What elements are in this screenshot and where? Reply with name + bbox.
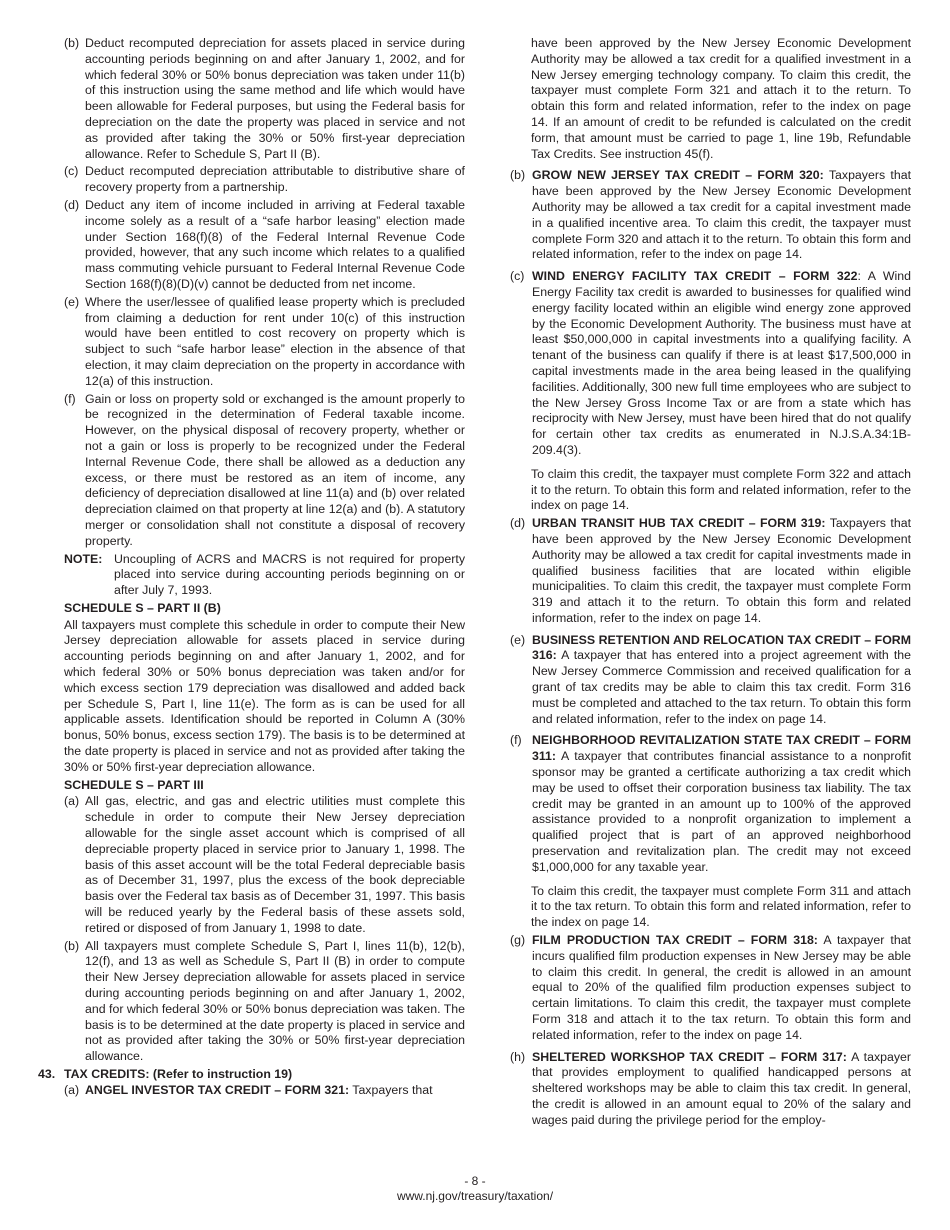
item-heading: SHELTERED WORKSHOP TAX CREDIT – FORM 317: [532,1049,847,1064]
item-text: A taxpayer that has entered into a project agreement with the New Jersey Commerce Commission and received qualification for a grant of tax credits may be able to claim this tax credit. Form 316 must be completed and attached to the tax return. To obtain this form and related information, refer to the index on page 14. [532,648,911,726]
continued-text: have been approved by the New Jersey Economic Development Authority may be allowed a tax credit for a qualified investment in a New Jersey emerging technology company. To claim this credit, the taxpayer must complete Form 321 and attach it to the return. To obtain this form and related information, refer to the index on page 14. If an amount of credit to be refunded is calculated on the credit form, that amount must be carried to page 1, line 19b, Refundable Tax Credits. See instruction 45(f). [531,36,911,161]
item-text: Gain or loss on property sold or exchanged is the amount properly to be recognized in the determination of Federal taxable income. However, on the physical disposal of recovery property, whether or not a gain or loss is properly to be recognized under the Federal Internal Revenue Code, there shall be allowed as a deduction any excess, or there must be restored as an item of income, any deficiency of depreciation disallowed at line 11(a) and (b) over related depreciation claimed on that property at line 12(a) and (b). A statutory merger or consolidation shall not constitute a disposal of recovery property. [85,391,465,548]
item-label: (d) [510,516,526,531]
item-label: (e) [510,632,526,647]
item-label: (b) [64,36,80,50]
item-label: (f) [510,733,522,748]
item-label: (h) [510,1049,526,1064]
item-heading: ANGEL INVESTOR TAX CREDIT – FORM 321: [85,1082,350,1097]
item-body [532,516,911,627]
item-label: (b) [64,938,80,953]
right-column [510,36,911,1135]
item-body [532,168,911,263]
section-title: TAX CREDITS: (Refer to instruction 19) [64,1067,293,1081]
note [64,552,465,599]
item-heading: URBAN TRANSIT HUB TAX CREDIT – FORM 319: [532,516,826,531]
list-item [64,794,465,936]
item-text: All gas, electric, and gas and electric utilities must complete this schedule in order to compute their New Jersey depreciation allowable for the single asset account which is comprised of all depreciable property placed in service prior to January 1, 1998. The basis of this asset account will be the total Federal depreciable basis as of December 31, 1997, plus the excess of the book depreciable basis over the Federal tax basis as of December 31, 1997. This basis will be reduced yearly by the Federal basis of these assets sold, retired or disposed of from January 1, 1998 to date. [85,794,465,935]
list-item [510,1050,911,1129]
item-label: (g) [510,933,526,948]
item-text: A taxpayer that incurs qualified film production expenses in New Jersey may be able to claim this credit. In general, the credit is allowed in an amount equal to 20% of the qualified film production expenses subject to certain limitations. To claim this credit, the taxpayer must complete Form 318 and attach it to the tax return. To obtain this form and related information, refer to the index on page 14. [532,933,911,1042]
item-label: (a) [64,1082,80,1097]
list-item [64,36,465,162]
item-body [532,633,911,728]
tax-credit-items [510,168,911,1128]
item-body [532,733,911,875]
item-label: (c) [510,269,525,284]
item-text: Deduct recomputed depreciation attributable to distributive share of recovery property from a partnership. [85,164,465,195]
note-label: NOTE: [64,551,103,566]
item-body [532,933,911,1044]
item-text: : A Wind Energy Facility tax credit is awarded to businesses for qualified wind energy facility located within an eligible wind energy zone approved by the Economic Development Authority. The business must have at least $50,000,000 in capital investments into a qualifying facility. A tenant of the business can qualify if there is at least $17,500,000 in capital investments made in the area being leased in the qualifying facilities. Additionally, 300 new full time employees who are subject to the New Jersey Gross Income Tax or are from a state which has reciprocity with New Jersey, must have been hired that do not qualify for certain other tax credits as enumerated in N.J.S.A.34:1B-209.4(3). [532,269,911,457]
item-heading: WIND ENERGY FACILITY TAX CREDIT – FORM 322 [532,269,858,284]
depreciation-items [38,36,465,550]
left-column [38,36,465,1101]
item-text: Where the user/lessee of qualified lease property which is precluded from claiming a deduction for rent under 10(c) of this instruction would have been entitled to cost recovery on property which is subject to such “safe harbor lease” election in the absence of that election, it may claim depreciation on the property in accordance with 12(a) of this instruction. [85,294,465,388]
item-text: A taxpayer that contributes financial assistance to a nonprofit sponsor may be granted a certificate authorizing a tax credit which may be used to offset their corporation business tax liability. The tax credit may be granted in an amount up to 100% of the approved assistance provided to a nonprofit organization to implement a qualified project that is part of an approved neighborhood preservation and revitalization plan. The credit may not exceed $1,000,000 for any taxable year. [532,749,911,874]
list-item [510,516,911,627]
item-text: Taxpayers that [349,1082,433,1097]
item-text: Taxpayers that have been approved by the New Jersey Economic Development Authority may be allowed a tax credit for a capital investment made in a qualified incentive area. To claim this credit, the taxpayer must complete Form 320 and attach it to the return. To obtain this form and related information, refer to the index on page 14. [532,168,912,262]
footer-url: www.nj.gov/treasury/taxation/ [396,1189,554,1203]
item-followup-text: To claim this credit, the taxpayer must complete Form 322 and attach it to the return. To obtain this form and related information, refer to the index on page 14. [531,466,911,513]
list-item [510,633,911,728]
item-text: Deduct recomputed depreciation for assets placed in service during accounting periods beginning on and after January 1, 2002, and for which federal 30% or 50% bonus depreciation was taken under 11(b) of this instruction using the same method and life which would have been allowable for Federal purposes, but using the Federal basis for depreciation on the date the property was placed in service and not as provided after taking the 30% or 50% first-year depreciation allowance. Refer to Schedule S, Part II (B). [85,36,465,161]
item-body [532,1050,911,1129]
item-text: Deduct any item of income included in arriving at Federal taxable income solely as a result of a “safe harbor leasing” election made under Section 168(f)(8) of the Federal Internal Revenue Code provided, however, that any such income which relates to a qualified mass commuting vehicle pursuant to Federal Internal Revenue Code Section 168(f)(8)(D)(v) cannot be deducted from net income. [85,197,465,291]
list-item [64,392,465,550]
list-item [510,733,911,875]
item-label: (b) [510,168,526,183]
page-number: - 8 - [464,1174,486,1188]
item-label: (d) [64,197,80,212]
item-label: (f) [64,391,76,406]
list-item [64,164,465,196]
item-heading: FILM PRODUCTION TAX CREDIT – FORM 318: [532,933,818,948]
item-text: All taxpayers must complete Schedule S, Part I, lines 11(b), 12(b), 12(f), and 13 as well as Schedule S, Part II (B) in order to compute their New Jersey depreciation allowable for assets placed in service during accounting periods beginning on and after January 1, 2002, and for which federal 30% or 50% bonus depreciation was taken. The basis is to be determined at the date property is placed in service and not as provided after taking the 30% or 50% first-year depreciation allowance. [85,938,465,1064]
list-item [510,933,911,1044]
section-43-heading [38,1067,465,1083]
item-heading: NEIGHBORHOOD REVITALIZATION STATE TAX CREDIT – FORM 311: [532,733,911,764]
item-heading: BUSINESS RETENTION AND RELOCATION TAX CREDIT – FORM 316: [532,632,911,663]
list-item [64,198,465,293]
schedule-s-part2b-title: SCHEDULE S – PART II (B) [64,600,221,615]
item-body [532,269,911,459]
list-item [510,269,911,459]
list-item [64,1083,465,1099]
item-heading: GROW NEW JERSEY TAX CREDIT – FORM 320: [532,168,824,183]
schedule-s-part2b-text: All taxpayers must complete this schedule in order to compute their New Jersey depreciation allowable for assets placed in service during accounting periods beginning on and after January 1, 2002, and for which federal 30% or 50% bonus depreciation was taken and/or for which excess section 179 depreciation was disallowed and added back per Schedule S, Part I, line 11(e). The form as is can be used for all applicable assets. Identification should be reported in Column A (30% bonus, 50% bonus, excess section 179). The basis is to be determined at the date property is placed in service and not as provided after taking the 30% or 50% first-year depreciation allowance. [64,617,465,774]
item-followup-text: To claim this credit, the taxpayer must complete Form 311 and attach it to the tax return. To obtain this form and related information, refer to the index on page 14. [531,883,911,930]
schedule-s-part3-items [38,794,465,1065]
list-item [510,168,911,263]
item-text: A taxpayer that provides employment to qualified handicapped persons at sheltered workshops may be able to claim this tax credit. In general, the credit is allowed in an amount equal to 20% of the salary and wages paid during the privilege period for the employ- [532,1049,911,1127]
item-label: (a) [64,794,80,809]
item-text: Taxpayers that have been approved by the New Jersey Economic Development Authority may be allowed a tax credit for capital investments made in qualified business facilities that are located within eligible municipalities. To claim this credit, the taxpayer must complete Form 319 and attach it to the return. To obtain this form and related information, refer to the index on page 14. [532,516,911,625]
section-number: 43. [38,1067,56,1081]
list-item [64,295,465,390]
page-footer [0,1174,950,1204]
note-text: Uncoupling of ACRS and MACRS is not required for property placed into service during accounting periods beginning on or after July 7, 1993. [114,551,465,598]
item-label: (e) [64,294,80,309]
list-item [64,939,465,1065]
item-label: (c) [64,164,79,179]
schedule-s-part3-title: SCHEDULE S – PART III [64,777,204,792]
